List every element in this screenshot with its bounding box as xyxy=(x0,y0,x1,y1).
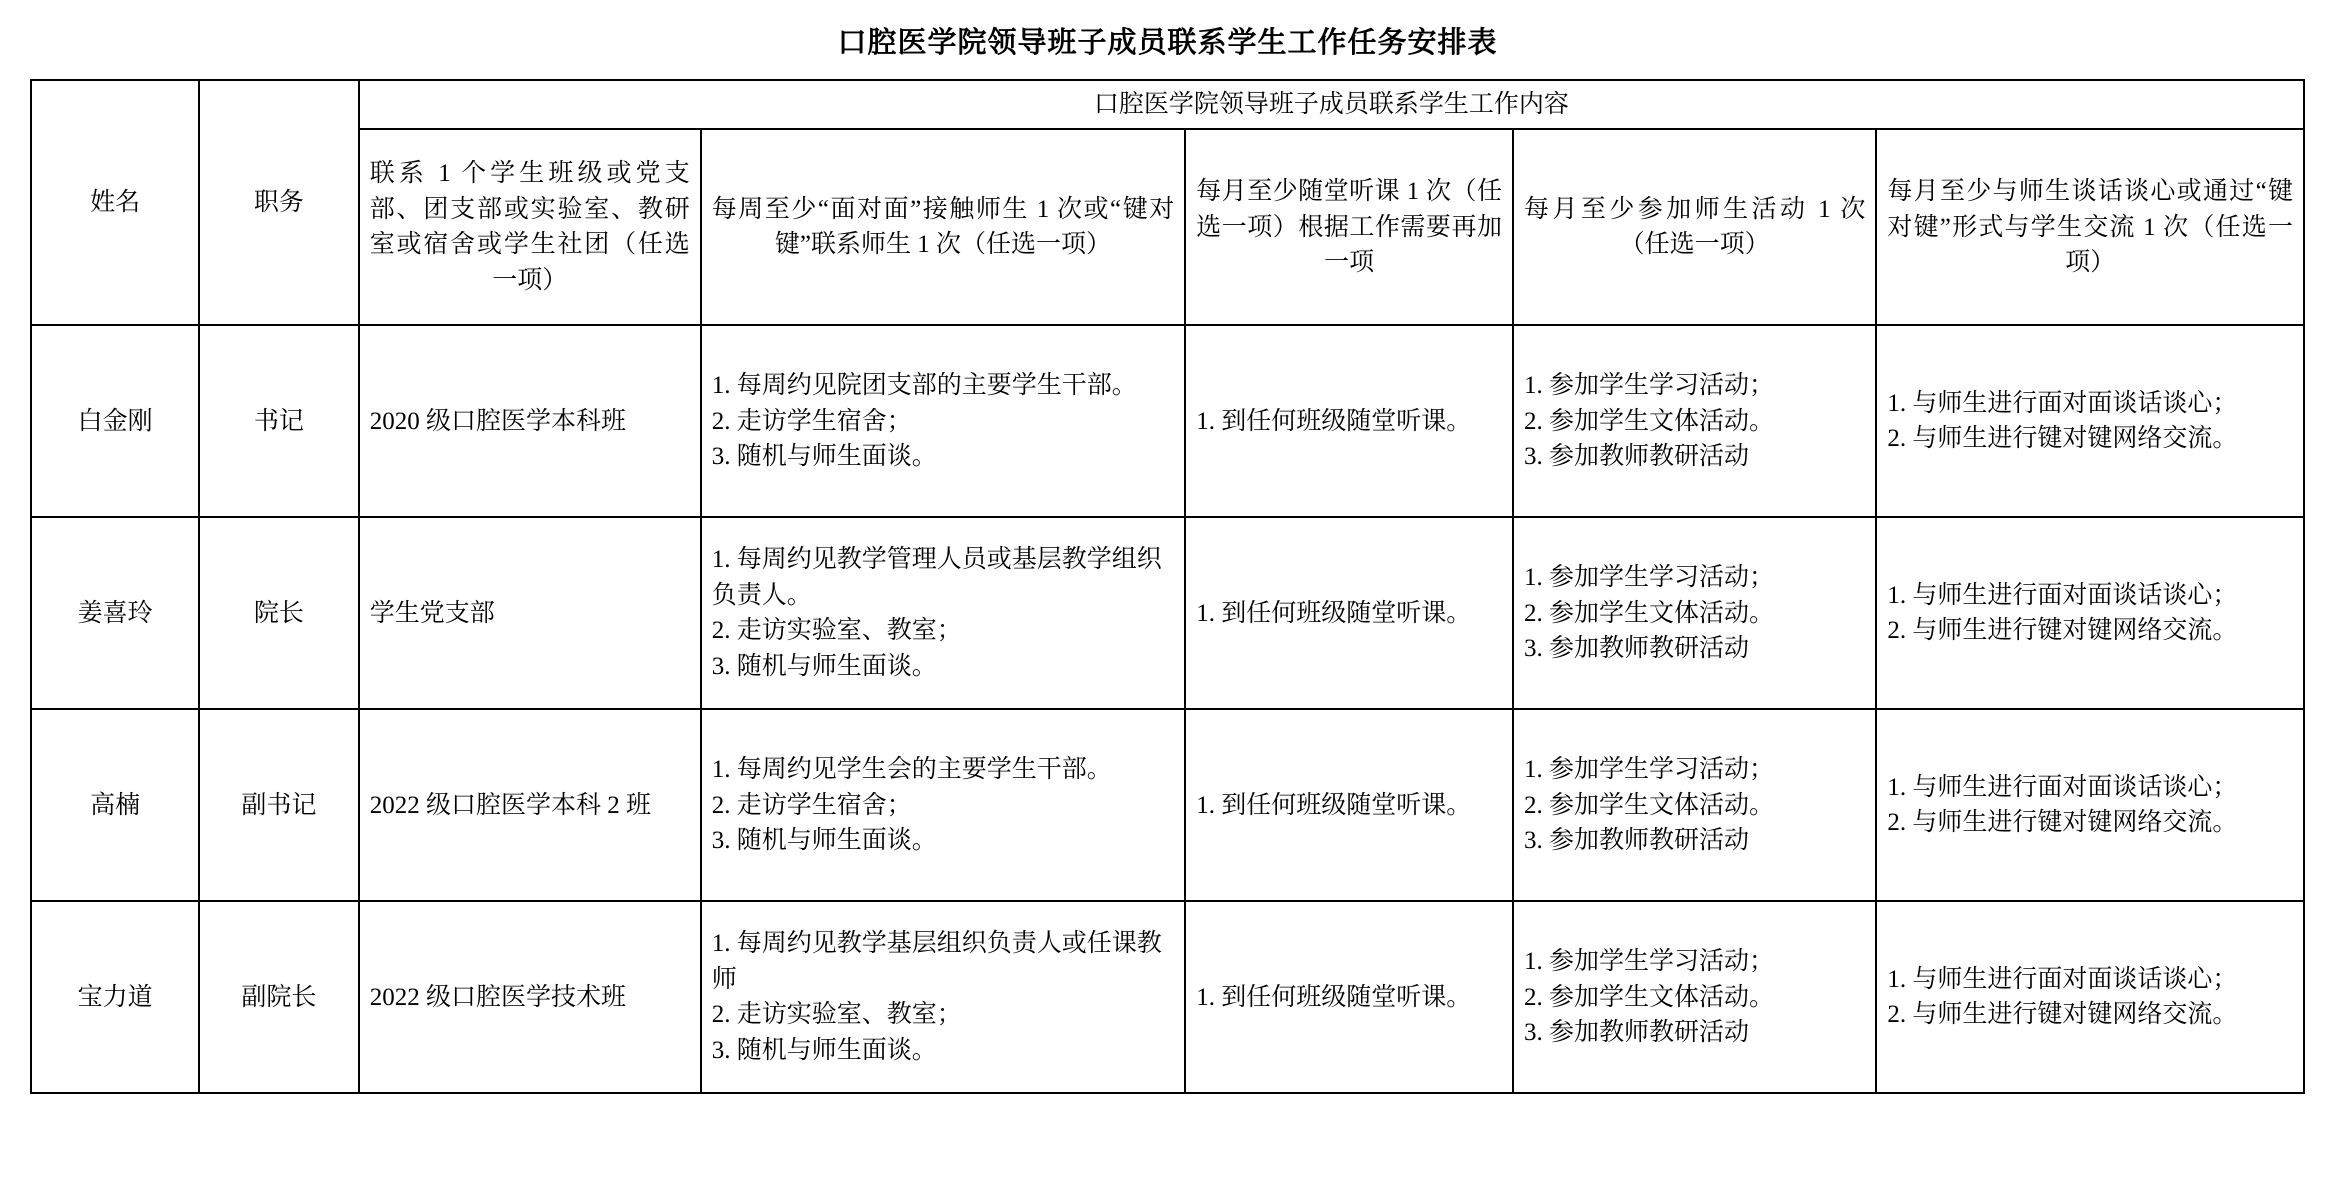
cell-contact: 2022 级口腔医学技术班 xyxy=(359,901,701,1093)
cell-talk xyxy=(1876,709,2304,901)
cell-contact: 2022 级口腔医学本科 2 班 xyxy=(359,709,701,901)
column-header-post: 职务 xyxy=(199,80,359,326)
cell-post: 院长 xyxy=(199,517,359,709)
table-row xyxy=(31,325,2304,517)
column-header-listen: 每月至少随堂听课 1 次（任选一项）根据工作需要再加一项 xyxy=(1185,129,1513,325)
cell-talk xyxy=(1876,517,2304,709)
cell-line: 1. 与师生进行面对面谈话谈心； xyxy=(1887,389,2238,417)
cell-line: 2. 参加学生文体活动。 xyxy=(1523,983,1774,1011)
cell-post: 副院长 xyxy=(199,901,359,1093)
cell-activity xyxy=(1513,325,1876,517)
cell-line: 2. 参加学生文体活动。 xyxy=(1523,791,1774,819)
cell-post: 副书记 xyxy=(199,709,359,901)
cell-name: 姜喜玲 xyxy=(31,517,199,709)
cell-line: 1. 每周约见教学管理人员或基层教学组织负责人。 xyxy=(711,546,1162,609)
cell-line: 1. 每周约见学生会的主要学生干部。 xyxy=(711,756,1112,784)
cell-line: 1. 参加学生学习活动； xyxy=(1523,756,1774,784)
cell-line: 2. 走访实验室、教室； xyxy=(711,617,962,645)
table-body xyxy=(31,80,2304,1094)
cell-line: 1. 参加学生学习活动； xyxy=(1523,948,1774,976)
cell-line: 3. 参加教师教研活动 xyxy=(1523,827,1749,855)
header-row-columns xyxy=(31,129,2304,325)
cell-name: 宝力道 xyxy=(31,901,199,1093)
cell-post: 书记 xyxy=(199,325,359,517)
cell-line: 1. 每周约见院团支部的主要学生干部。 xyxy=(711,372,1137,400)
cell-weekly xyxy=(701,325,1186,517)
cell-line: 1. 与师生进行面对面谈话谈心； xyxy=(1887,773,2238,801)
cell-line: 1. 每周约见教学基层组织负责人或任课教师 xyxy=(711,930,1162,993)
table-row xyxy=(31,901,2304,1093)
table-row xyxy=(31,517,2304,709)
cell-listen xyxy=(1185,325,1513,517)
header-row-group xyxy=(31,80,2304,130)
column-group-header: 口腔医学院领导班子成员联系学生工作内容 xyxy=(359,80,2304,130)
cell-listen xyxy=(1185,709,1513,901)
cell-listen xyxy=(1185,517,1513,709)
cell-line: 2. 与师生进行键对键网络交流。 xyxy=(1887,617,2238,645)
cell-activity xyxy=(1513,517,1876,709)
cell-weekly xyxy=(701,709,1186,901)
cell-weekly xyxy=(701,901,1186,1093)
cell-line: 1. 参加学生学习活动； xyxy=(1523,564,1774,592)
cell-line: 2. 走访学生宿舍； xyxy=(711,407,912,435)
cell-line: 1. 到任何班级随堂听课。 xyxy=(1196,983,1472,1011)
column-header-talk: 每月至少与师生谈话谈心或通过“键对键”形式与学生交流 1 次（任选一项） xyxy=(1876,129,2304,325)
cell-line: 2. 与师生进行键对键网络交流。 xyxy=(1887,809,2238,837)
cell-contact: 学生党支部 xyxy=(359,517,701,709)
cell-line: 3. 参加教师教研活动 xyxy=(1523,635,1749,663)
cell-talk xyxy=(1876,325,2304,517)
cell-talk xyxy=(1876,901,2304,1093)
column-header-name: 姓名 xyxy=(31,80,199,326)
table-row xyxy=(31,709,2304,901)
column-header-weekly: 每周至少“面对面”接触师生 1 次或“键对键”联系师生 1 次（任选一项） xyxy=(701,129,1186,325)
cell-name: 高楠 xyxy=(31,709,199,901)
column-header-contact: 联系 1 个学生班级或党支部、团支部或实验室、教研室或宿舍或学生社团（任选一项） xyxy=(359,129,701,325)
cell-weekly xyxy=(701,517,1186,709)
cell-line: 2. 参加学生文体活动。 xyxy=(1523,407,1774,435)
cell-line: 1. 参加学生学习活动； xyxy=(1523,372,1774,400)
table-container xyxy=(0,79,2335,1095)
cell-name: 白金刚 xyxy=(31,325,199,517)
cell-line: 1. 与师生进行面对面谈话谈心； xyxy=(1887,581,2238,609)
cell-line: 3. 随机与师生面谈。 xyxy=(711,443,937,471)
page-title: 口腔医学院领导班子成员联系学生工作任务安排表 xyxy=(837,27,1498,59)
cell-line: 3. 随机与师生面谈。 xyxy=(711,827,937,855)
cell-line: 2. 与师生进行键对键网络交流。 xyxy=(1887,1001,2238,1029)
cell-line: 3. 随机与师生面谈。 xyxy=(711,1036,937,1064)
cell-activity xyxy=(1513,709,1876,901)
cell-line: 1. 到任何班级随堂听课。 xyxy=(1196,407,1472,435)
cell-line: 1. 到任何班级随堂听课。 xyxy=(1196,791,1472,819)
cell-line: 3. 参加教师教研活动 xyxy=(1523,1019,1749,1047)
cell-line: 2. 走访学生宿舍； xyxy=(711,791,912,819)
cell-line: 1. 与师生进行面对面谈话谈心； xyxy=(1887,965,2238,993)
cell-contact: 2020 级口腔医学本科班 xyxy=(359,325,701,517)
cell-activity xyxy=(1513,901,1876,1093)
cell-line: 2. 参加学生文体活动。 xyxy=(1523,599,1774,627)
cell-line: 3. 随机与师生面谈。 xyxy=(711,652,937,680)
cell-listen xyxy=(1185,901,1513,1093)
work-assignment-table xyxy=(30,79,2305,1095)
cell-line: 1. 到任何班级随堂听课。 xyxy=(1196,599,1472,627)
cell-line: 3. 参加教师教研活动 xyxy=(1523,443,1749,471)
column-header-activity: 每月至少参加师生活动 1 次（任选一项） xyxy=(1513,129,1876,325)
cell-line: 2. 与师生进行键对键网络交流。 xyxy=(1887,425,2238,453)
cell-line: 2. 走访实验室、教室； xyxy=(711,1001,962,1029)
